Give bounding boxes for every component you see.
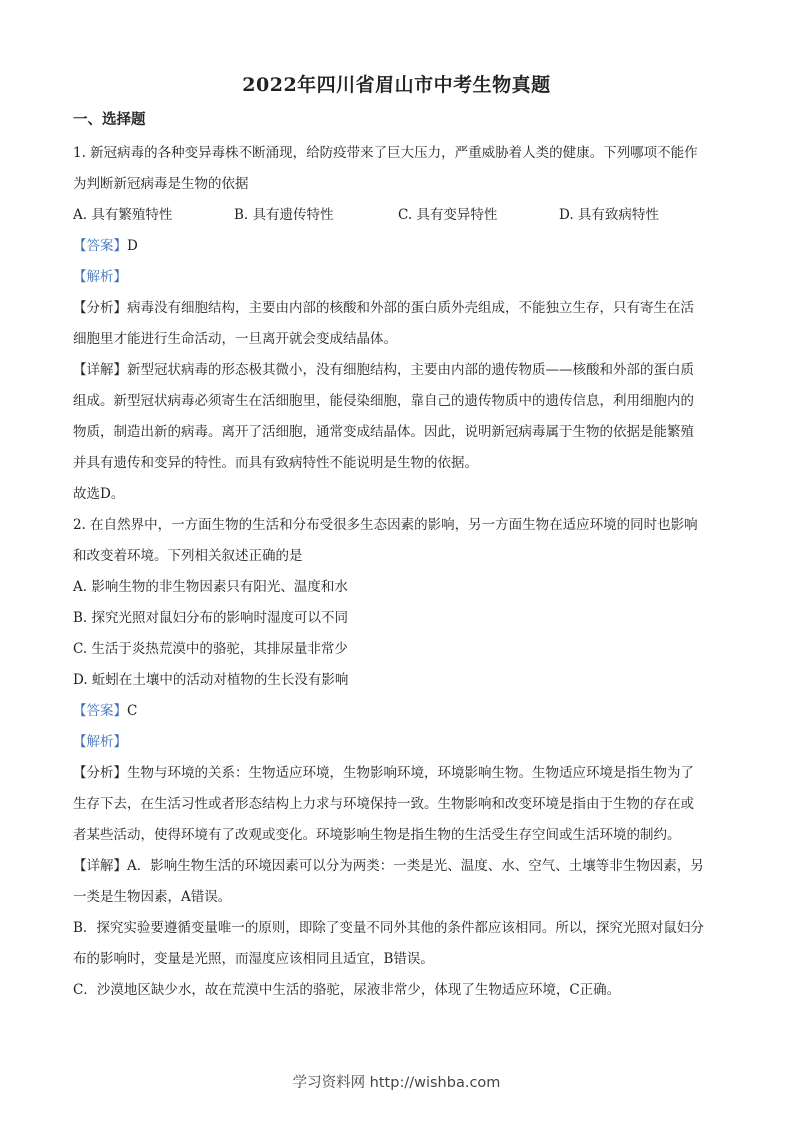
- q1-option-d: D. 具有致病特性: [559, 207, 659, 223]
- q1-stem-line-2: 为判断新冠病毒是生物的依据: [73, 176, 249, 192]
- q2-detail-line-5: C．沙漠地区缺少水，故在荒漠中生活的骆驼，尿液非常少，体现了生物适应环境，C正确。: [73, 982, 621, 998]
- q2-fenxi-line-3: 者某些活动，使得环境有了改观或变化。环境影响生物是指生物的生活受生存空间或生活环境的制约。: [73, 827, 681, 843]
- answer-value: C: [127, 703, 138, 719]
- q2-detail-line-4: 布的影响时，变量是光照，而湿度应该相同且适宜，B错误。: [73, 951, 434, 967]
- q2-option-b: B. 探究光照对鼠妇分布的影响时湿度可以不同: [73, 610, 349, 626]
- section-heading: 一、选择题: [73, 111, 146, 128]
- q1-option-b: B. 具有遗传特性: [234, 207, 334, 223]
- q1-detail-line-2: 组成。新型冠状病毒必须寄生在活细胞里，能侵染细胞，靠自己的遗传物质中的遗传信息，利用细胞内的: [73, 393, 694, 409]
- q1-fenxi-line-1: [73, 296, 723, 316]
- q2-option-a: A. 影响生物的非生物因素只有阳光、温度和水: [73, 579, 348, 595]
- q1-detail-line-4: 并具有遗传和变异的特性。而具有致病特性不能说明是生物的依据。: [73, 455, 478, 471]
- q1-fenxi-line-2: 细胞里才能进行生命活动，一旦离开就会变成结晶体。: [73, 331, 397, 347]
- q1-conclusion: 故选D。: [73, 486, 125, 502]
- q2-answer: [73, 699, 723, 719]
- fenxi-tag: 【分析】: [73, 765, 127, 781]
- answer-tag: 【答案】: [73, 703, 127, 719]
- page-title: 2022年四川省眉山市中考生物真题: [242, 74, 551, 96]
- q2-option-c: C. 生活于炎热荒漠中的骆驼，其排尿量非常少: [73, 641, 348, 657]
- detail-text: A．影响生物生活的环境因素可以分为两类：一类是光、温度、水、空气、土壤等非生物因素，另: [127, 858, 704, 874]
- q1-option-c: C. 具有变异特性: [398, 207, 498, 223]
- fenxi-text: 生物与环境的关系：生物适应环境，生物影响环境，环境影响生物。生物适应环境是指生物为了: [127, 765, 694, 781]
- detail-tag: 【详解】: [73, 858, 127, 874]
- q2-detail-line-1: [73, 854, 723, 874]
- q2-stem-line-2: 和改变着环境。下列相关叙述正确的是: [73, 548, 303, 564]
- q1-stem-line-1: 1. 新冠病毒的各种变异毒株不断涌现，给防疫带来了巨大压力，严重威胁着人类的健康。下列哪项不能作: [73, 145, 698, 161]
- fenxi-text: 病毒没有细胞结构，主要由内部的核酸和外部的蛋白质外壳组成，不能独立生存，只有寄生在活: [127, 300, 694, 316]
- footer-watermark: 学习资料网 http://wishba.com: [292, 1075, 501, 1091]
- detail-text: 新型冠状病毒的形态极其微小，没有细胞结构，主要由内部的遗传物质——核酸和外部的蛋白质: [127, 362, 694, 378]
- q2-stem-line-1: 2. 在自然界中，一方面生物的生活和分布受很多生态因素的影响，另一方面生物在适应环境的同时也影响: [73, 517, 698, 533]
- q2-detail-line-2: 一类是生物因素，A错误。: [73, 889, 232, 905]
- q2-analysis-tag: 【解析】: [73, 734, 127, 750]
- q2-fenxi-line-1: [73, 761, 723, 781]
- q1-detail-line-1: [73, 358, 723, 378]
- q1-option-a: A. 具有繁殖特性: [73, 207, 173, 223]
- answer-value: D: [127, 238, 138, 254]
- q2-detail-line-3: B．探究实验要遵循变量唯一的原则，即除了变量不同外其他的条件都应该相同。所以，探究光照对鼠妇分: [73, 920, 704, 936]
- q1-detail-line-3: 物质，制造出新的病毒。离开了活细胞，通常变成结晶体。因此，说明新冠病毒属于生物的依据是能繁殖: [73, 424, 694, 440]
- q1-analysis-tag: 【解析】: [73, 269, 127, 285]
- q2-option-d: D. 蚯蚓在土壤中的活动对植物的生长没有影响: [73, 672, 349, 688]
- q2-fenxi-line-2: 生存下去，在生活习性或者形态结构上力求与环境保持一致。生物影响和改变环境是指由于生物的存在或: [73, 796, 694, 812]
- q1-answer: [73, 234, 723, 254]
- detail-tag: 【详解】: [73, 362, 127, 378]
- answer-tag: 【答案】: [73, 238, 127, 254]
- fenxi-tag: 【分析】: [73, 300, 127, 316]
